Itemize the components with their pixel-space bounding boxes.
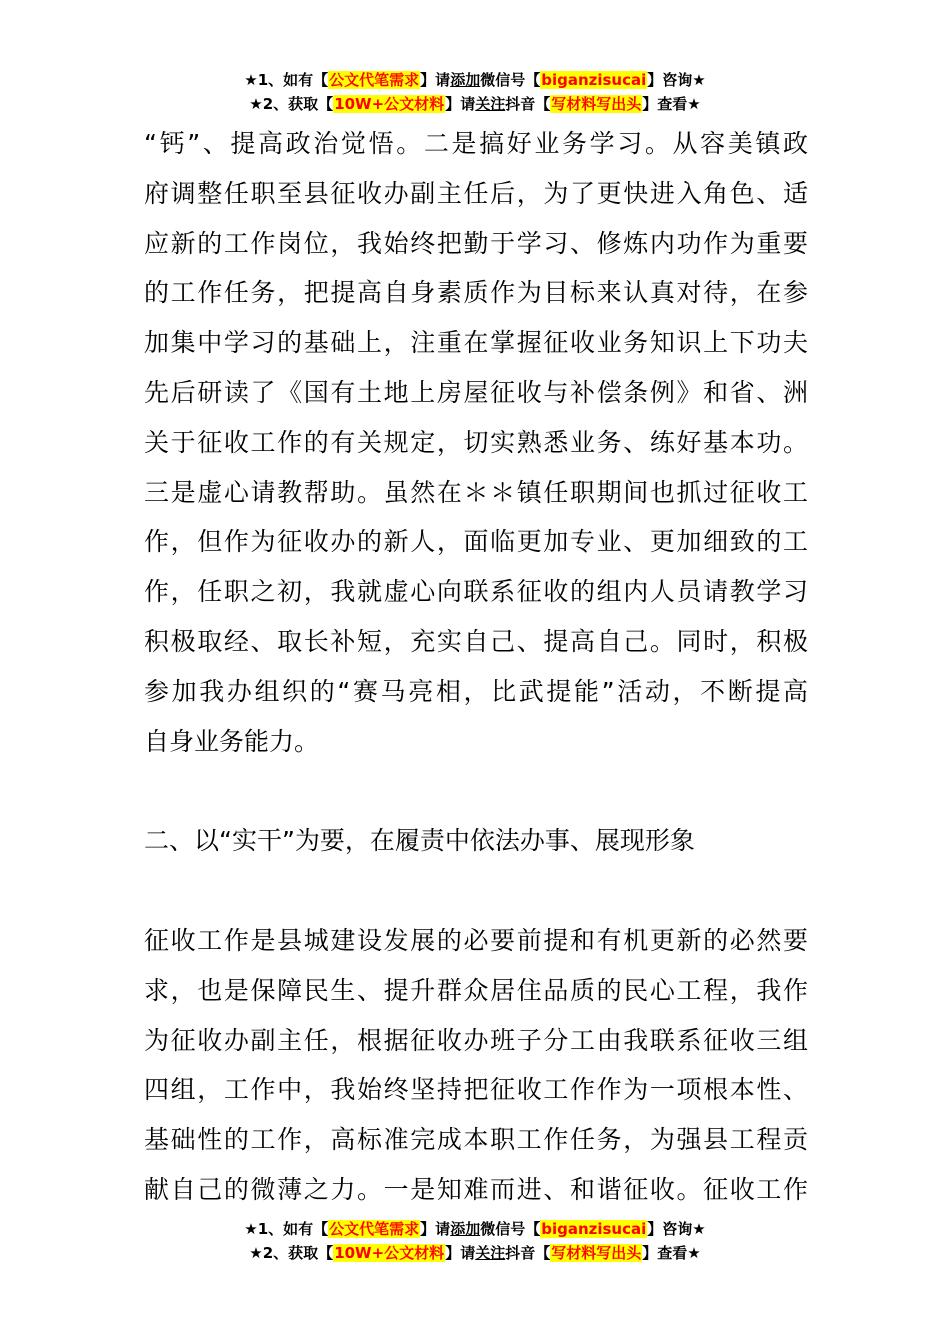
- promo-underlined-text: 添加: [450, 71, 481, 89]
- promo-line-2: [0, 92, 950, 116]
- section-heading: [144, 816, 808, 866]
- text-line: 应新的工作岗位，我始终把勤于学习、修炼内功作为重要: [144, 228, 808, 258]
- promo-text: 】请: [445, 95, 476, 113]
- promo-highlight: 10W+公文材料: [334, 1244, 445, 1262]
- promo-text: ★1、如有【: [244, 71, 329, 89]
- promo-text: ★1、如有【: [244, 1220, 329, 1238]
- text-line: 加集中学习的基础上，注重在掌握征收业务知识上下功夫: [144, 328, 808, 358]
- promo-text: 】查看★: [642, 1244, 701, 1262]
- text-line: 求，也是保障民生、提升群众居住品质的民心工程，我作: [144, 975, 808, 1005]
- text-line: 为征收办副主任，根据征收办班子分工由我联系征收三组: [144, 1025, 808, 1055]
- wechat-id-highlight: biganzisucai: [541, 1220, 647, 1238]
- promo-text: 抖音【: [505, 1244, 551, 1262]
- promo-text: 】咨询★: [647, 71, 706, 89]
- promo-highlight: 10W+公文材料: [334, 95, 445, 113]
- promo-text: 抖音【: [505, 95, 551, 113]
- promo-text: ★2、获取【: [249, 1244, 334, 1262]
- promo-highlight: 公文代笔需求: [329, 71, 420, 89]
- promo-highlight: 公文代笔需求: [329, 1220, 420, 1238]
- text-line: 基础性的工作，高标准完成本职工作任务，为强县工程贡: [144, 1125, 808, 1155]
- text-line: 的工作任务，把提高自身素质作为目标来认真对待，在参: [144, 278, 808, 308]
- promo-underlined-text: 关注: [475, 95, 506, 113]
- promo-text: ★2、获取【: [249, 95, 334, 113]
- promo-text: 】请: [420, 71, 451, 89]
- wechat-id-highlight: biganzisucai: [541, 71, 647, 89]
- body-paragraph-1: [144, 119, 808, 766]
- text-line: 参加我办组织的“赛马亮相，比武提能”活动，不断提高: [144, 676, 808, 706]
- promo-text: 微信号【: [480, 1220, 541, 1238]
- bottom-promo-banner: [0, 1217, 950, 1265]
- promo-line-1: [0, 68, 950, 92]
- promo-line-2: [0, 1241, 950, 1265]
- text-line: 自身业务能力。: [144, 726, 320, 756]
- text-line: 四组，工作中，我始终坚持把征收工作作为一项根本性、: [144, 1075, 808, 1105]
- top-promo-banner: [0, 68, 950, 116]
- promo-text: 】咨询★: [647, 1220, 706, 1238]
- promo-text: 微信号【: [480, 71, 541, 89]
- douyin-id-highlight: 写材料写出头: [551, 95, 642, 113]
- promo-text: 】请: [420, 1220, 451, 1238]
- promo-underlined-text: 添加: [450, 1220, 481, 1238]
- text-line: 先后研读了《国有土地上房屋征收与补偿条例》和省、洲: [144, 377, 808, 407]
- promo-text: 】查看★: [642, 95, 701, 113]
- heading-text: 二、以“实干”为要，在履责中依法办事、展现形象: [144, 826, 695, 855]
- douyin-id-highlight: 写材料写出头: [551, 1244, 642, 1262]
- text-line: 三是虚心请教帮助。虽然在＊＊镇任职期间也抓过征收工: [144, 477, 808, 507]
- text-line: “钙”、提高政治觉悟。二是搞好业务学习。从容美镇政: [144, 129, 808, 158]
- text-line: 征收工作是县城建设发展的必要前提和有机更新的必然要: [144, 926, 808, 955]
- text-line: 作，但作为征收办的新人，面临更加专业、更加细致的工: [144, 527, 808, 557]
- body-paragraph-2: [144, 916, 808, 1215]
- text-line: 作，任职之初，我就虚心向联系征收的组内人员请教学习: [144, 577, 808, 607]
- text-line: 献自己的微薄之力。一是知难而进、和谐征收。征收工作: [144, 1174, 808, 1204]
- promo-underlined-text: 关注: [475, 1244, 506, 1262]
- text-line: 积极取经、取长补短，充实自己、提高自己。同时，积极: [144, 626, 808, 656]
- promo-line-1: [0, 1217, 950, 1241]
- promo-text: 】请: [445, 1244, 476, 1262]
- text-line: 府调整任职至县征收办副主任后，为了更快进入角色、适: [144, 178, 808, 208]
- text-line: 关于征收工作的有关规定，切实熟悉业务、练好基本功。: [144, 427, 808, 457]
